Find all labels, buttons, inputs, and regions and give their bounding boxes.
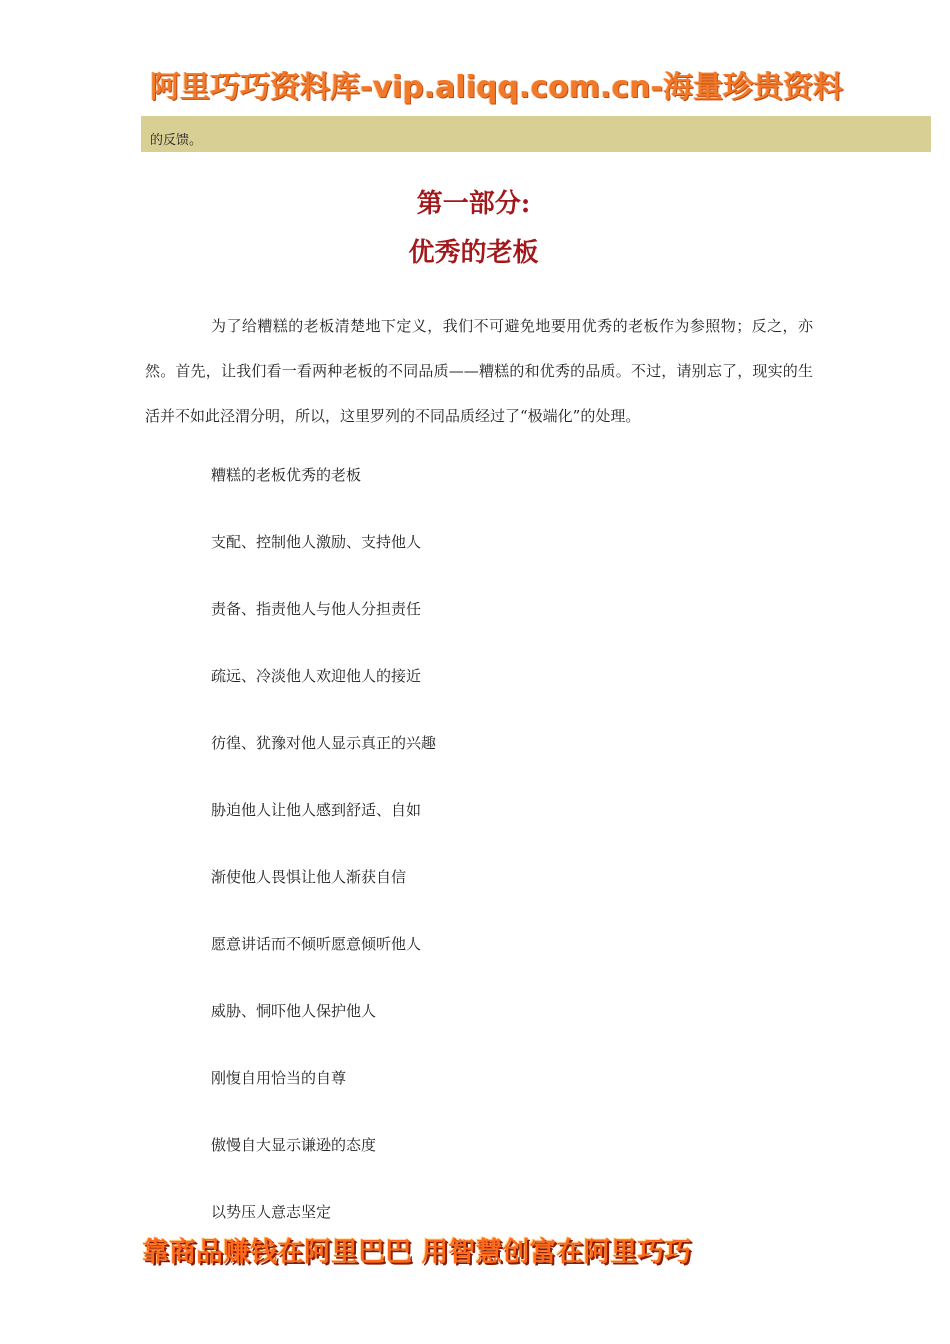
- list-item: 威胁、恫吓他人保护他人: [211, 1002, 377, 1020]
- intro-paragraph: 为了给糟糕的老板清楚地下定义，我们不可避免地要用优秀的老板作为参照物；反之，亦然。首先，让我们看一看两种老板的不同品质——糟糕的和优秀的品质。不过，请别忘了，现实的生活并不如此泾渭分明，所以，这里罗列的不同品质经过了“极端化”的处理。: [145, 317, 813, 425]
- list-item: 责备、指责他人与他人分担责任: [211, 600, 422, 618]
- list-item: 以势压人意志坚定: [211, 1203, 332, 1221]
- section-heading: 第一部分:: [416, 189, 531, 219]
- list-item: 疏远、冷淡他人欢迎他人的接近: [211, 667, 422, 685]
- list-item: 刚愎自用恰当的自尊: [211, 1069, 347, 1087]
- list-item: 渐使他人畏惧让他人渐获自信: [211, 868, 407, 886]
- list-item: 糟糕的老板优秀的老板: [211, 466, 362, 484]
- list-item: 彷徨、犹豫对他人显示真正的兴趣: [211, 734, 437, 752]
- comparison-list: [211, 460, 436, 1264]
- header-banner: 阿里巧巧资料库-vip.aliqq.com.cn-海量珍贵资料: [150, 70, 843, 105]
- list-item: 愿意讲话而不倾听愿意倾听他人: [211, 935, 422, 953]
- footer-banner: 靠商品赚钱在阿里巴巴 用智慧创富在阿里巧巧: [142, 1237, 692, 1268]
- tan-bar-text: 的反馈。: [150, 133, 203, 148]
- tan-bar: [141, 116, 931, 152]
- section-subheading: 优秀的老板: [408, 238, 539, 268]
- list-item: 傲慢自大显示谦逊的态度: [211, 1136, 377, 1154]
- list-item: 胁迫他人让他人感到舒适、自如: [211, 801, 422, 819]
- list-item: 支配、控制他人激励、支持他人: [211, 533, 422, 551]
